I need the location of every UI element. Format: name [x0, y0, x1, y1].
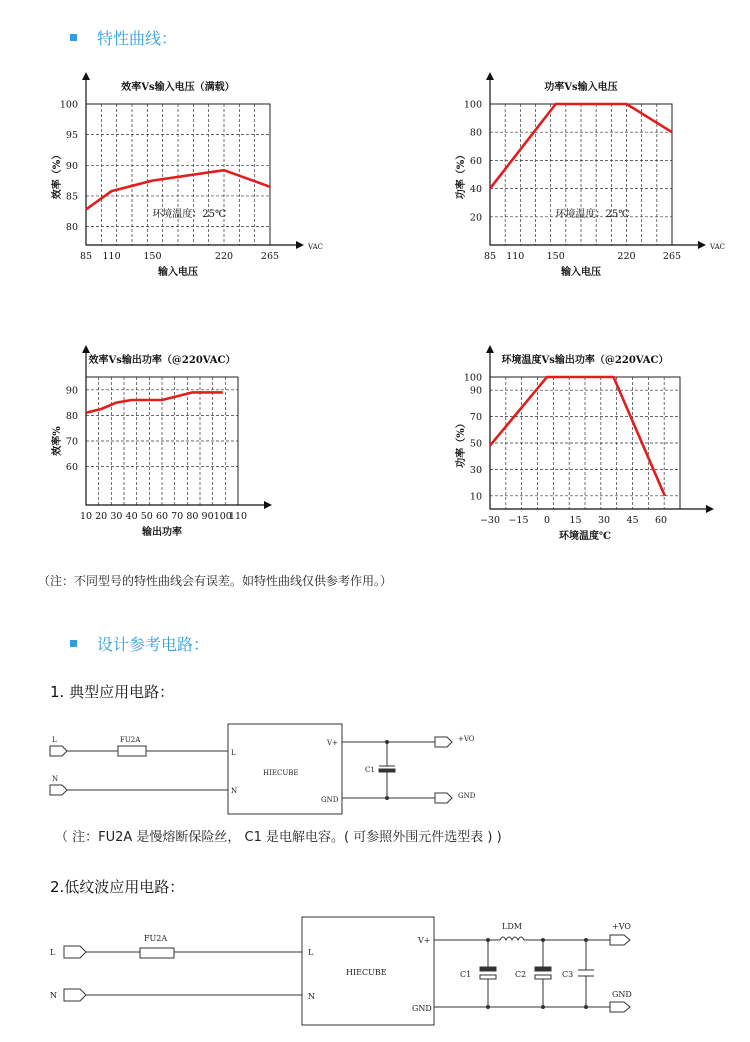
- module-pin-vplus: V+: [327, 739, 338, 747]
- circuit-typical: [40, 720, 500, 824]
- x-axis-arrow-icon: [296, 241, 304, 249]
- x-tick-label: 150: [546, 251, 565, 262]
- y-tick-label: 50: [469, 438, 482, 450]
- input-n-label: N: [52, 775, 59, 783]
- y-tick-label: 80: [65, 222, 78, 234]
- section-title: 设计参考电路：: [97, 635, 210, 654]
- circuit-low-ripple-diagram: [40, 915, 660, 1035]
- chart-efficiency-vs-input: [0, 60, 330, 294]
- x-tick-label: 110: [102, 251, 121, 262]
- x-axis-arrow-icon: [264, 501, 272, 509]
- module-pin-vplus: V+: [418, 936, 431, 945]
- y-tick-label: 100: [463, 99, 482, 111]
- x-tick-label: 265: [662, 251, 682, 262]
- input-n-label: N: [50, 991, 57, 1000]
- chart-temp-vs-output: [420, 345, 750, 564]
- output-pos-label: +VO: [612, 922, 631, 931]
- curves-note: （注：不同型号的特性曲线会有误差。如特性曲线仅供参考作用。）: [38, 574, 393, 588]
- module-pin-gnd: GND: [321, 796, 339, 804]
- cap1-label: C1: [460, 970, 472, 979]
- module-pin-n: N: [231, 787, 238, 795]
- x-tick-label: 15: [569, 515, 582, 526]
- chart-svg: [420, 345, 750, 560]
- input-l-port-icon: [64, 946, 86, 958]
- cap-label: C1: [365, 766, 375, 774]
- cap-c1-plate-icon: [480, 975, 496, 979]
- x-tick-label: 30: [110, 511, 123, 522]
- x-tick-label: 90: [201, 511, 214, 522]
- fuse-icon: [140, 948, 174, 958]
- output-gnd-port-icon: [610, 1002, 630, 1012]
- chart-annotation: 环境温度：25℃: [152, 208, 227, 220]
- x-axis-label: 输入电压: [561, 267, 601, 278]
- x-tick-label: 85: [483, 251, 497, 262]
- circuit-low-ripple: [40, 915, 660, 1039]
- output-pos-port-icon: [610, 935, 630, 945]
- x-axis-label: 环境温度℃: [559, 531, 611, 542]
- x-tick-label: 30: [597, 515, 611, 526]
- x-tick-label: 220: [214, 251, 234, 262]
- x-axis-arrow-icon: [706, 505, 714, 513]
- circuit1-note: （ 注：FU2A 是慢熔断保险丝， C1 是电解电容。( 可参照外围元件选型表 ) ): [55, 830, 502, 845]
- circuit2-heading: 2.低纹波应用电路：: [50, 878, 185, 896]
- cap-c2-plate-icon: [535, 975, 551, 979]
- x-tick-label: 45: [626, 515, 639, 526]
- x-tick-label: 150: [143, 251, 162, 262]
- cap-c2-icon: [535, 967, 551, 971]
- x-tick-label: 80: [186, 511, 199, 522]
- chart-svg: [0, 60, 330, 290]
- fuse-label: FU2A: [120, 736, 141, 744]
- bullet-square-icon: [70, 34, 77, 41]
- y-axis-arrow-icon: [82, 345, 90, 353]
- output-pos-port-icon: [435, 737, 452, 747]
- y-tick-label: 70: [65, 436, 78, 448]
- output-pos-label: +VO: [458, 735, 475, 743]
- y-tick-label: 90: [65, 385, 78, 397]
- y-tick-label: 20: [469, 212, 482, 224]
- cap-c1-plate-icon: [379, 769, 395, 772]
- x-axis-label: 输出功率: [142, 527, 182, 538]
- x-tick-label: 85: [79, 251, 93, 262]
- output-gnd-port-icon: [435, 793, 452, 803]
- x-tick-label: 110: [228, 511, 248, 522]
- x-tick-label: 100: [213, 511, 232, 522]
- chart-svg: [0, 345, 330, 560]
- y-tick-label: 100: [463, 372, 482, 384]
- y-tick-label: 40: [469, 184, 482, 196]
- inductor-ldm-icon: [500, 937, 524, 940]
- module-name: HIECUBE: [263, 769, 299, 777]
- chart-title: 效率Vs输出功率（@220VAC）: [88, 355, 236, 366]
- series-line: [490, 377, 665, 496]
- y-tick-label: 60: [65, 462, 78, 474]
- input-l-label: L: [52, 736, 57, 744]
- x-tick-label: 40: [125, 511, 138, 522]
- y-axis-label: 效率%: [52, 426, 63, 456]
- cap3-label: C3: [562, 970, 574, 979]
- x-tick-label: 0: [543, 515, 551, 526]
- y-axis-arrow-icon: [486, 345, 494, 353]
- y-axis-arrow-icon: [486, 72, 494, 80]
- x-axis-unit: VAC: [710, 243, 725, 251]
- y-tick-label: 90: [469, 385, 482, 397]
- y-axis-label: 功率（%）: [456, 149, 467, 200]
- section-heading-curves: [70, 26, 177, 49]
- module-pin-gnd: GND: [412, 1004, 432, 1013]
- inductor-label: LDM: [502, 922, 522, 931]
- x-tick-label: 50: [140, 511, 153, 522]
- output-gnd-label: GND: [458, 792, 476, 800]
- x-tick-label: 265: [260, 251, 280, 262]
- y-axis-label: 功率（%）: [456, 418, 467, 468]
- y-tick-label: 70: [469, 412, 482, 424]
- x-axis-arrow-icon: [698, 241, 706, 249]
- x-axis-unit: VAC: [308, 243, 323, 251]
- module-pin-l: L: [231, 749, 236, 757]
- x-tick-label: −15: [508, 515, 529, 526]
- x-tick-label: 70: [171, 511, 184, 522]
- x-tick-label: 110: [506, 251, 525, 262]
- module-name: HIECUBE: [346, 968, 387, 977]
- chart-title: 环境温度Vs输出功率（@220VAC）: [501, 355, 669, 366]
- fuse-icon: [118, 746, 146, 756]
- x-tick-label: 20: [95, 511, 108, 522]
- circuit1-heading: 1. 典型应用电路：: [50, 683, 175, 701]
- y-tick-label: 80: [469, 127, 482, 139]
- y-tick-label: 10: [469, 491, 482, 503]
- x-axis-label: 输入电压: [158, 267, 198, 278]
- x-tick-label: −30: [479, 515, 501, 526]
- input-l-label: L: [50, 948, 56, 957]
- circuit-typical-diagram: [40, 720, 500, 820]
- y-tick-label: 85: [65, 191, 78, 203]
- section-heading-circuits: [70, 632, 209, 655]
- x-tick-label: 220: [617, 251, 636, 262]
- bullet-square-icon: [70, 640, 77, 647]
- output-gnd-label: GND: [612, 990, 632, 999]
- module-pin-l: L: [308, 948, 314, 957]
- x-tick-label: 60: [155, 511, 169, 522]
- cap2-label: C2: [515, 970, 527, 979]
- cap-c1-icon: [480, 967, 496, 971]
- y-tick-label: 90: [65, 160, 78, 172]
- fuse-label: FU2A: [144, 934, 168, 943]
- series-line: [86, 392, 223, 412]
- x-tick-label: 60: [654, 515, 668, 526]
- input-n-port-icon: [64, 989, 86, 1001]
- input-l-port-icon: [50, 746, 67, 756]
- section-title: 特性曲线：: [97, 29, 178, 48]
- y-tick-label: 80: [65, 410, 78, 422]
- y-axis-label: 效率（%）: [52, 149, 63, 200]
- chart-title: 功率Vs输入电压: [544, 82, 618, 93]
- chart-svg: [420, 60, 750, 290]
- chart-efficiency-vs-output: [0, 345, 330, 564]
- module-pin-n: N: [308, 992, 315, 1001]
- y-tick-label: 60: [469, 155, 482, 167]
- x-tick-label: 10: [79, 511, 93, 522]
- chart-title: 效率Vs输入电压（满载）: [121, 82, 235, 93]
- y-tick-label: 95: [65, 130, 78, 142]
- chart-power-vs-input: [420, 60, 750, 294]
- y-tick-label: 30: [469, 464, 482, 476]
- y-tick-label: 100: [59, 99, 78, 111]
- input-n-port-icon: [50, 785, 67, 795]
- y-axis-arrow-icon: [82, 72, 90, 80]
- chart-annotation: 环境温度：25℃: [555, 208, 630, 220]
